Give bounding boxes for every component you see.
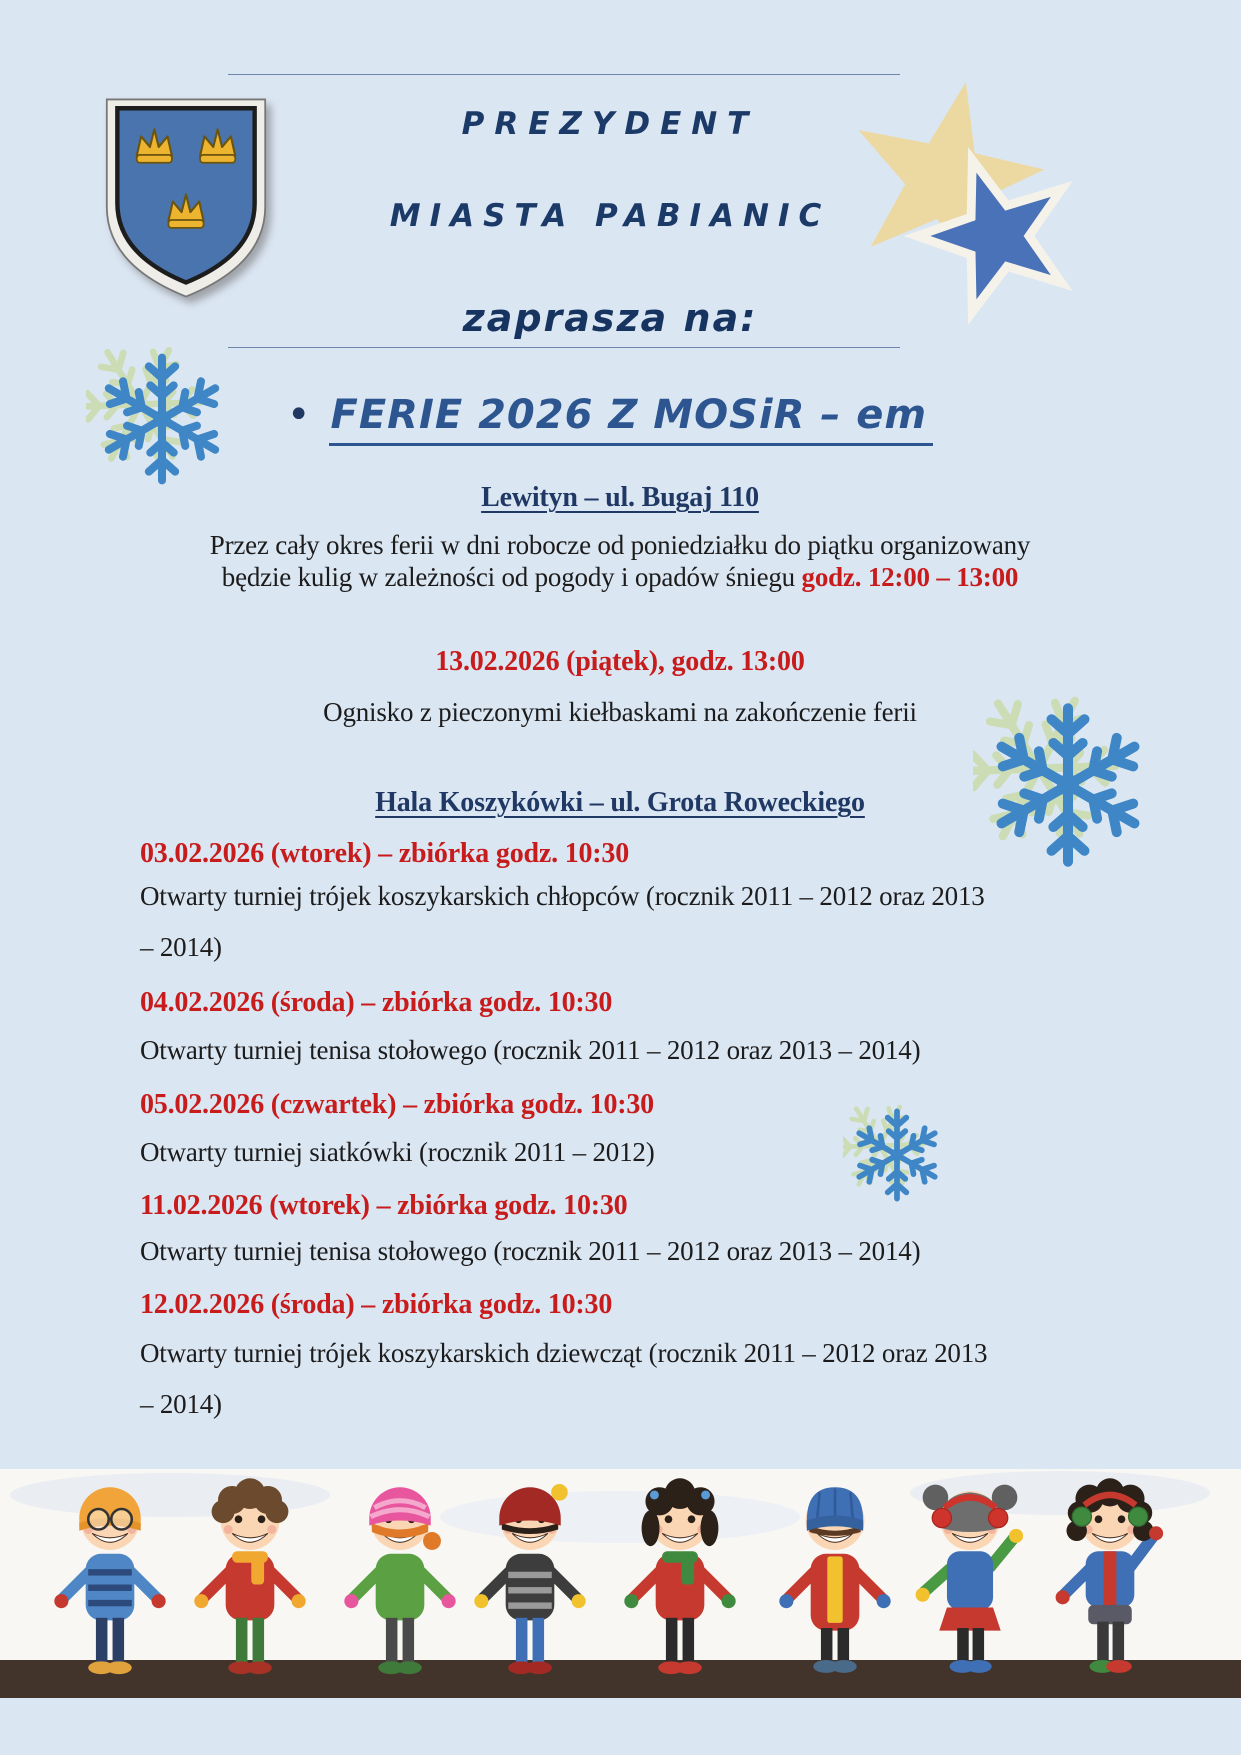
event-date: 03.02.2026 (wtorek) – zbiórka godz. 10:30 [140, 838, 630, 869]
title-bullet: • [286, 392, 311, 438]
header-divider-top [228, 74, 900, 75]
event-date: 04.02.2026 (środa) – zbiórka godz. 10:30 [140, 987, 613, 1018]
lewityn-intro-time: godz. 12:00 – 13:00 [801, 562, 1019, 592]
invitation-text: zaprasza na: [462, 296, 758, 340]
lewityn-closing-event: Ognisko z pieczonymi kiełbaskami na zakończenie ferii [323, 697, 917, 727]
event-date: 12.02.2026 (środa) – zbiórka godz. 10:30 [140, 1289, 613, 1320]
header-divider-bottom [228, 347, 900, 348]
event-description: – 2014) [140, 932, 222, 962]
event-description: – 2014) [140, 1389, 222, 1419]
event-description: Otwarty turniej tenisa stołowego (rocznik 2011 – 2012 oraz 2013 – 2014) [140, 1035, 921, 1065]
event-description: Otwarty turniej siatkówki (rocznik 2011 – 2012) [140, 1137, 655, 1167]
authority-title-line2: MIASTA PABIANIC [389, 198, 831, 234]
event-date: 05.02.2026 (czwartek) – zbiórka godz. 10:30 [140, 1089, 654, 1120]
event-title: FERIE 2026 Z MOSiR – em [329, 392, 934, 446]
children-winter-illustration [0, 1469, 1241, 1698]
lewityn-closing-date: 13.02.2026 (piątek), godz. 13:00 [435, 646, 805, 677]
event-title-row [150, 392, 1070, 446]
lewityn-intro-line2-text: będzie kulig w zależności od pogody i opadów śniegu [221, 562, 802, 592]
event-date: 11.02.2026 (wtorek) – zbiórka godz. 10:30 [140, 1190, 628, 1221]
event-description: Otwarty turniej trójek koszykarskich dziewcząt (rocznik 2011 – 2012 oraz 2013 [140, 1338, 988, 1368]
lewityn-heading: Lewityn – ul. Bugaj 110 [481, 482, 759, 513]
hala-heading: Hala Koszykówki – ul. Grota Roweckiego [375, 787, 865, 818]
lewityn-intro-line2 [140, 562, 1100, 593]
event-description: Otwarty turniej trójek koszykarskich chłopców (rocznik 2011 – 2012 oraz 2013 [140, 881, 985, 911]
authority-title-line1: PREZYDENT [461, 106, 759, 142]
event-description: Otwarty turniej tenisa stołowego (rocznik 2011 – 2012 oraz 2013 – 2014) [140, 1236, 921, 1266]
lewityn-intro-line1: Przez cały okres ferii w dni robocze od poniedziałku do piątku organizowany [209, 530, 1031, 560]
snowflake-icon [843, 1101, 951, 1209]
